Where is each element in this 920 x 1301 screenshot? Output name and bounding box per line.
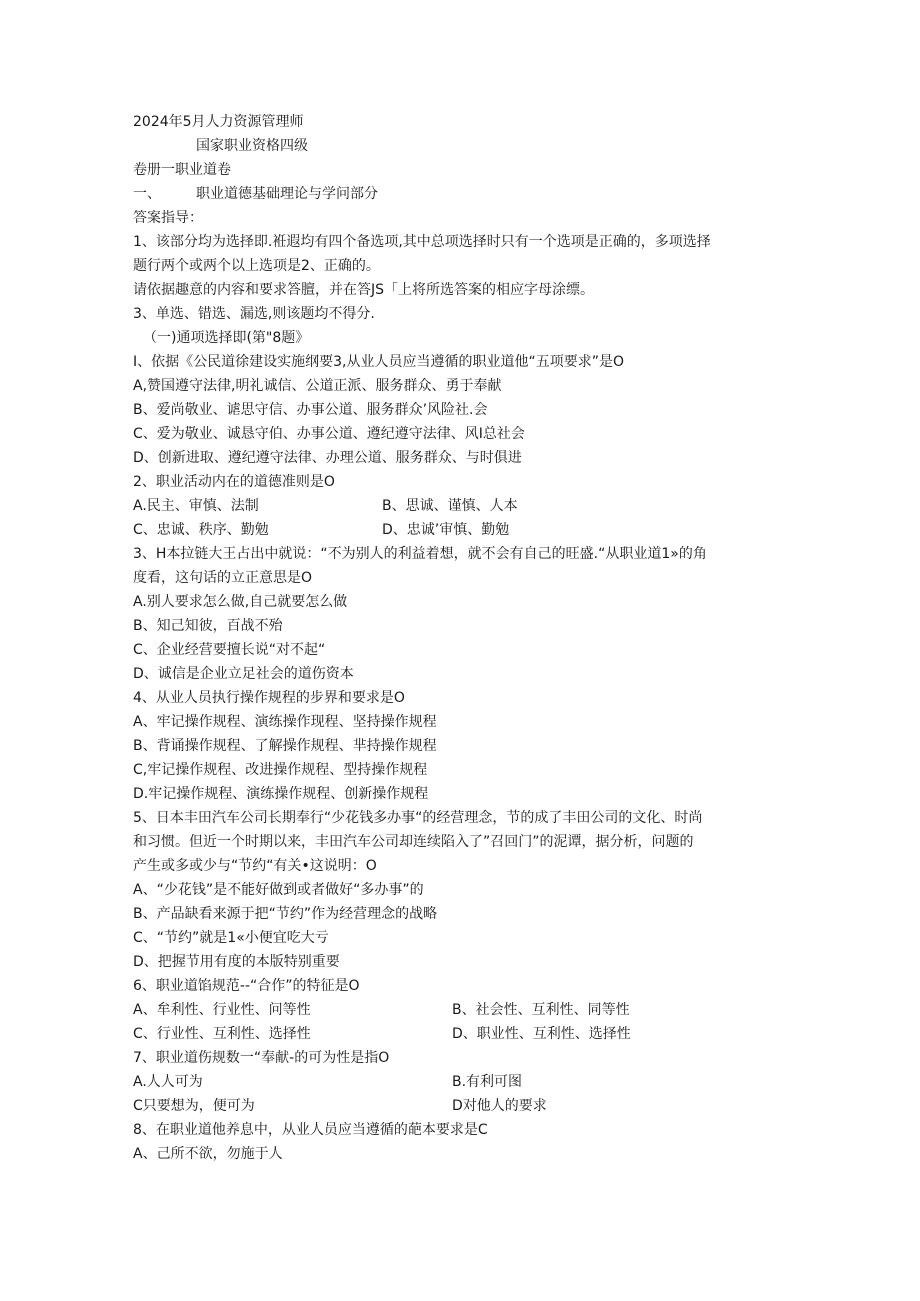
- question-4-option-c: C,牢记操作规程、改进操作规程、型持操作规程: [133, 762, 428, 778]
- question-6-option-a: A、牟利性、行业性、问等性: [133, 1002, 311, 1018]
- guide-item-1b: 题行两个或两个以上选项是2、正确的。: [133, 258, 380, 274]
- question-stem-line: [0, 1046, 920, 1070]
- question-7-option-b: B.有利可图: [452, 1074, 523, 1090]
- option-line: [0, 926, 920, 950]
- question-5-option-d: D、把握节用有度的本版特别重要: [133, 954, 340, 970]
- option-line: [0, 638, 920, 662]
- guide-item-line: [0, 278, 920, 302]
- option-line: [0, 398, 920, 422]
- question-6-stem: 6、职业道馅规范--“合作”的特征是O: [133, 978, 360, 994]
- option-line: [0, 758, 920, 782]
- volume-label: 卷册一职业道卷: [133, 162, 231, 178]
- question-stem-line: [0, 854, 920, 878]
- question-stem-line: [0, 806, 920, 830]
- option-line: [0, 1022, 920, 1046]
- question-stem-line: [0, 686, 920, 710]
- section-title: 职业道德基础理论与学问部分: [196, 186, 378, 202]
- option-line: [0, 518, 920, 542]
- question-4-option-d: D.牢记操作规程、演练操作规程、创新操作规程: [133, 786, 429, 802]
- question-1-option-c: C、爱为敬业、诚恳守伯、办事公道、遵纪遵守法律、风I总社会: [133, 426, 525, 442]
- question-6-option-c: C、行业性、互利性、选择性: [133, 1026, 311, 1042]
- question-stem-line: [0, 350, 920, 374]
- question-1-stem: I、依据《公民道徐建设实施纲要3,从业人员应当遵循的职业道他“五项要求”是O: [133, 354, 625, 370]
- option-line: [0, 950, 920, 974]
- question-7-option-c: C只要想为，便可为: [133, 1098, 255, 1114]
- doc-title: 2024年5月人力资源管理师: [133, 114, 304, 130]
- doc-title-line: [0, 110, 920, 134]
- option-line: [0, 1142, 920, 1166]
- question-6-option-b: B、社会性、互利性、同等性: [452, 1002, 630, 1018]
- question-5-option-b: B、产品缺看来源于把“节约”作为经营理念的战略: [133, 906, 438, 922]
- question-2-option-b: B、思诚、谨慎、人本: [382, 498, 518, 514]
- question-4-option-b: B、背诵操作规程、了解操作规程、芈持操作规程: [133, 738, 437, 754]
- subsection-heading: （一)通项选择即(第"8题》: [143, 330, 310, 346]
- option-line: [0, 614, 920, 638]
- option-line: [0, 1094, 920, 1118]
- guide-item-2: 请依据趣意的内容和要求答膻，并在答JS「上将所选答案的相应字母涂缥。: [133, 282, 595, 298]
- guide-item-line: [0, 254, 920, 278]
- question-7-stem: 7、职业道伤规数一“奉献-的可为性是指O: [133, 1050, 390, 1066]
- section-number: 一、: [133, 186, 161, 202]
- question-3-option-b: B、知己知彼，百战不殆: [133, 618, 283, 634]
- option-line: [0, 590, 920, 614]
- question-6-option-d: D、职业性、互利性、选择性: [452, 1026, 631, 1042]
- option-line: [0, 422, 920, 446]
- option-line: [0, 662, 920, 686]
- volume-line: [0, 158, 920, 182]
- question-3-option-d: D、诚信是企业立足社会的道伤资本: [133, 666, 354, 682]
- guide-item-1a: 1、该部分均为选择即.袵遐均有四个备选项,其中总项选择时只有一个选项是正确的，多项选择: [133, 234, 711, 250]
- option-line: [0, 1070, 920, 1094]
- option-line: [0, 710, 920, 734]
- question-7-option-a: A.人人可为: [133, 1074, 203, 1090]
- question-stem-line: [0, 566, 920, 590]
- question-8-option-a: A、己所不欲，勿施于人: [133, 1146, 283, 1162]
- guide-heading: 答案指导：: [133, 210, 203, 226]
- option-line: [0, 782, 920, 806]
- option-line: [0, 998, 920, 1022]
- option-line: [0, 494, 920, 518]
- doc-subtitle-line: [0, 134, 920, 158]
- guide-item-line: [0, 302, 920, 326]
- guide-item-3: 3、单选、错选、漏选,则该题均不得分.: [133, 306, 375, 322]
- question-5-option-a: A、“少花钱”是不能好做到或者做好“多办事”的: [133, 882, 424, 898]
- question-1-option-b: B、爱尚敬业、谑思守信、办事公道、服务群众’风险社.会: [133, 402, 488, 418]
- question-2-option-c: C、忠诚、秩序、勤勉: [133, 522, 269, 538]
- question-5-stem-1: 5、日本丰田汽车公司长期奉行“少花钱多办事“的经营理念，节的成了丰田公司的文化、时尚: [133, 810, 703, 826]
- question-4-option-a: A、牢记操作规程、演练操作现程、坚持操作规程: [133, 714, 437, 730]
- question-2-stem: 2、职业活动内在的道德准则是O: [133, 474, 335, 490]
- doc-subtitle: 国家职业资格四级: [196, 138, 308, 154]
- question-stem-line: [0, 830, 920, 854]
- question-stem-line: [0, 1118, 920, 1142]
- option-line: [0, 734, 920, 758]
- question-4-stem: 4、从业人员执行操作规程的步界和要求是O: [133, 690, 405, 706]
- option-line: [0, 902, 920, 926]
- question-2-option-d: D、忠诚’审慎、勤勉: [382, 522, 510, 538]
- option-line: [0, 878, 920, 902]
- question-5-stem-2: 和习惯。但近一个时期以来，丰田汽车公司却连续陷入了”召回门”的泥谭，据分析，问题的: [133, 834, 694, 850]
- question-3-option-c: C、企业经营要擅长说“对不起“: [133, 642, 326, 658]
- guide-heading-line: [0, 206, 920, 230]
- question-1-option-d: D、创新进取、遵纪遵守法律、办理公道、服务群众、与时俱进: [133, 450, 522, 466]
- question-7-option-d: D对他人的要求: [452, 1098, 547, 1114]
- question-2-option-a: A.民主、审慎、法制: [133, 498, 259, 514]
- question-3-option-a: A.别人要求怎么做,自己就要怎么做: [133, 594, 348, 610]
- option-line: [0, 374, 920, 398]
- question-1-option-a: A,赞国遵守法律,明礼诚信、公道正派、服务群众、勇于奉献: [133, 378, 502, 394]
- question-stem-line: [0, 542, 920, 566]
- question-stem-line: [0, 974, 920, 998]
- question-5-stem-3: 产生或多或少与“节约“有关•这说明：O: [133, 858, 377, 874]
- option-line: [0, 446, 920, 470]
- guide-item-line: [0, 230, 920, 254]
- question-5-option-c: C、“节约”就是1«小便宜吃大亏: [133, 930, 329, 946]
- question-8-stem: 8、在职业道他养息中，从业人员应当遵循的葩本要求是C: [133, 1122, 488, 1138]
- subsection-heading-line: [0, 326, 920, 350]
- section-heading-line: [0, 182, 920, 206]
- question-3-stem-1: 3、H本拉链大王占出中就说：“不为别人的利益着想，就不会有自己的旺盛.“从职业道1»的角: [133, 546, 707, 562]
- question-3-stem-2: 度看，这句话的立正意思是O: [133, 570, 313, 586]
- question-stem-line: [0, 470, 920, 494]
